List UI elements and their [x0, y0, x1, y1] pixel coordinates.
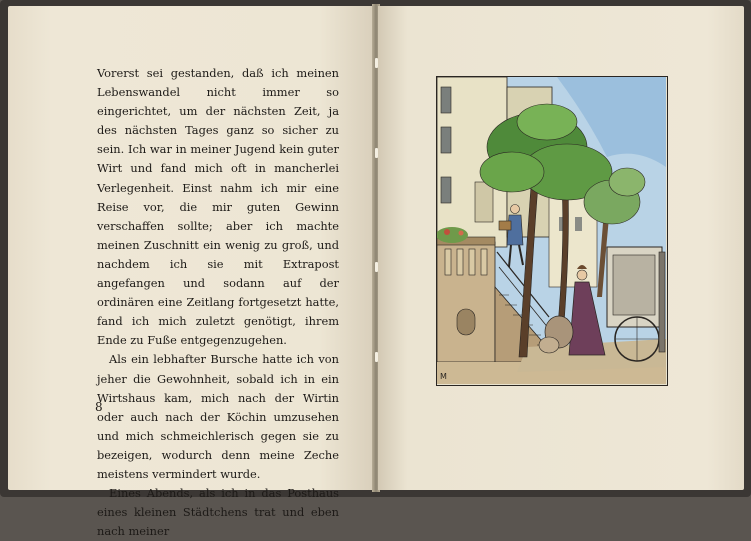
body-text [97, 64, 339, 541]
street-scene-illustration [437, 77, 666, 384]
left-page [8, 6, 374, 539]
paragraph: Als ein lebhafter Bursche hatte ich von jeher die Gewohnheit, sobald ich in ein Wirtshaus kam, mich nach der Wirtin oder auch nach der Köchin umzusehen und mich schmeichlerisch gegen sie zu bezeigen, wodurch denn meine Zeche meistens vermindert wurde. [97, 352, 339, 481]
monogram: M [440, 372, 447, 381]
paragraph: Eines Abends, als ich in das Posthaus eines kleinen Städtchens trat und eben nach meiner [97, 486, 339, 539]
paragraph: Vorerst sei gestanden, daß ich meinen Lebenswandel nicht immer so eingerichtet, um der nächsten Zeit, ja des nächsten Tages ganz so sicher zu sein. Ich war in meiner Jugend kein guter Wirt und fand mich oft in mancherlei Verlegenheit. Einst nahm ich mir eine Reise vor, die mir guten Gewinn verschaffen sollte; aber ich machte meinen Zuschnitt ein wenig zu groß, und nachdem ich sie mit Extrapost angefangen und sodann auf der ordinären eine Zeitlang fortgesetzt hatte, fand ich mich zuletzt genötigt, ihrem Ende zu Fuße entgegenzugehen. [97, 66, 339, 348]
page-number: 8 [95, 400, 103, 414]
illustration-plate [436, 76, 668, 386]
